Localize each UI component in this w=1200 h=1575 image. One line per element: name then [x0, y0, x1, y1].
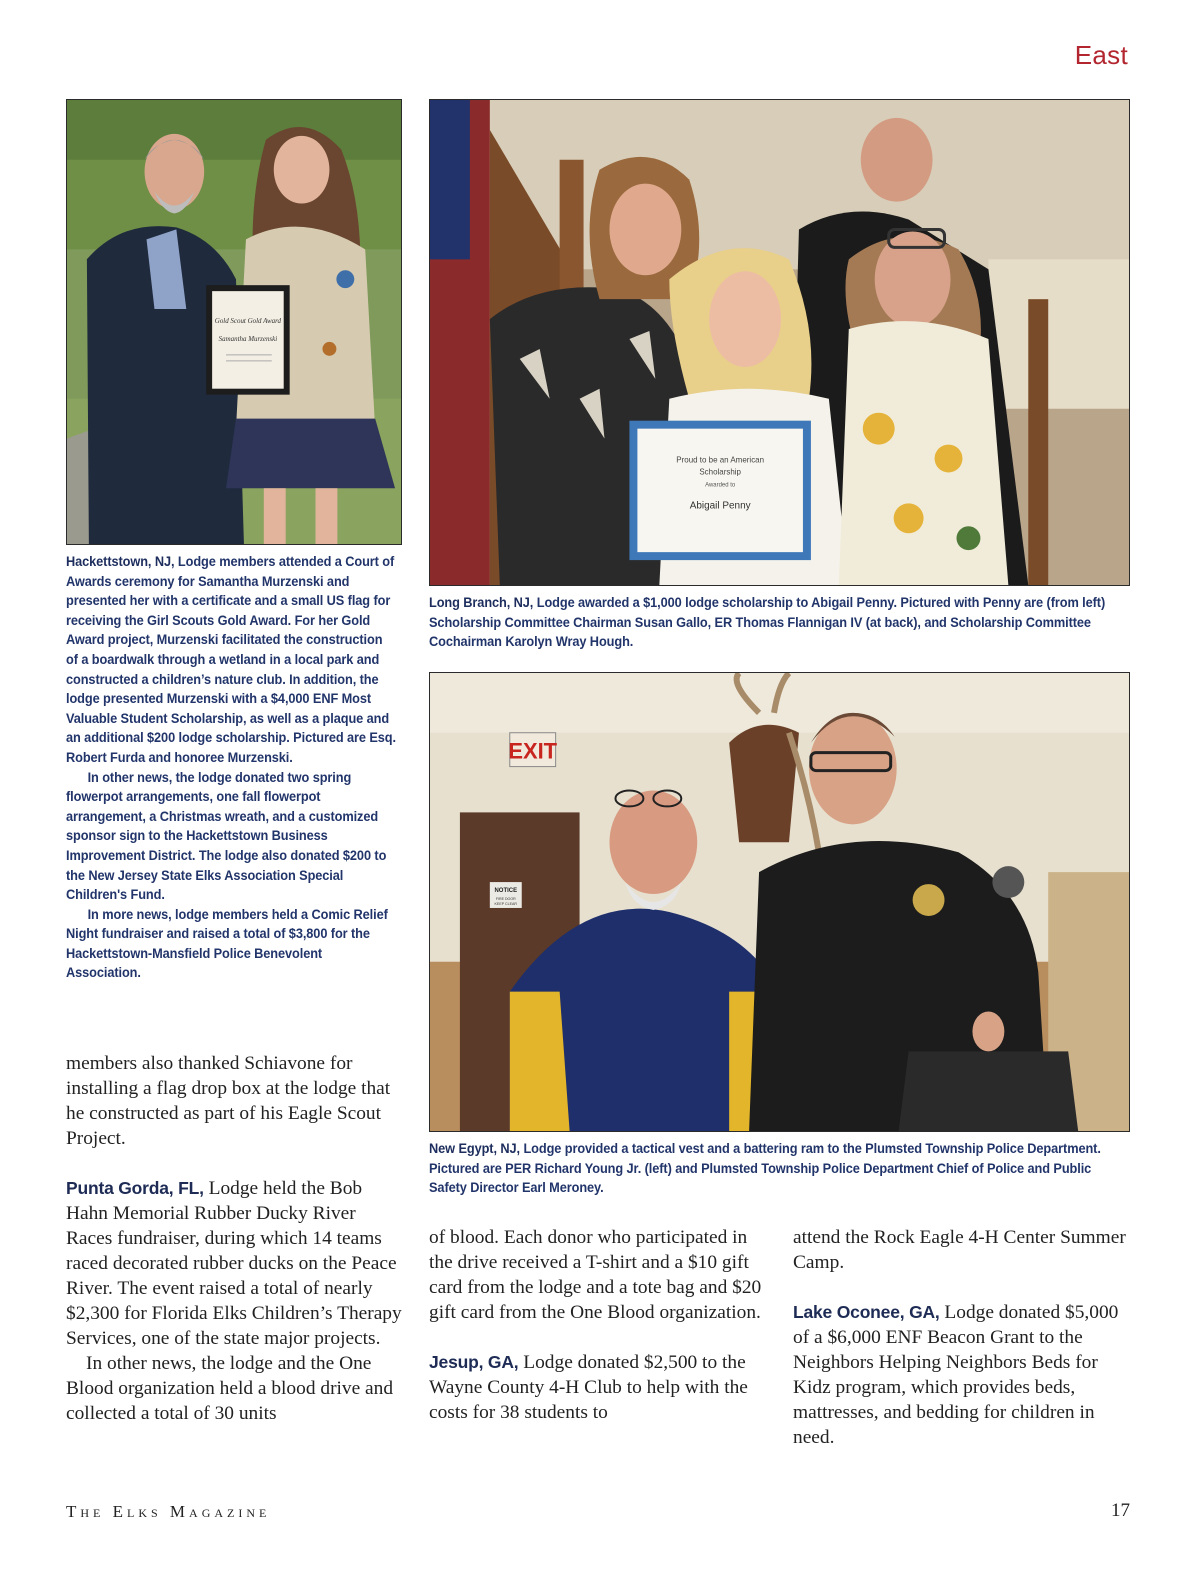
- caption-paragraph: In other news, the lodge donated two spring flowerpot arrangements, one fall flowerpot arrangement, a Christmas wreath, and a customized sponsor sign to the Hackettstown Business Improvement District. The lodge also donated $200 to the New Jersey State Elks Association Special Children's Fund.: [66, 769, 387, 904]
- photo-long-branch: [429, 99, 1130, 586]
- exit-sign: EXIT: [508, 738, 558, 764]
- body-paragraph: of blood. Each donor who participated in the drive received a T-shirt and a $10 gift card from the lodge and a tote bag and $20 gift card from the One Blood organization.: [429, 1227, 762, 1323]
- certificate-line3: Awarded to: [705, 482, 736, 489]
- caption-place: New Egypt, NJ,: [429, 1141, 520, 1157]
- body-text: Lodge donated $5,000 of a $6,000 ENF Beacon Grant to the Neighbors Helping Neighbors Beds for Kidz program, which provides beds, mattresses, and bedding for children in need.: [793, 1302, 1119, 1448]
- caption-text: Lodge provided a tactical vest and a battering ram to the Plumsted Township Police Department. Pictured are PER Richard Young Jr. (left) and Plumsted Township Police Department Chief of Police and Public Safety Director Earl Meroney.: [429, 1141, 1101, 1197]
- certificate-line2: Scholarship: [699, 467, 742, 477]
- page-number: 17: [1111, 1500, 1130, 1521]
- caption-place: Long Branch, NJ,: [429, 595, 534, 611]
- certificate-line1: Proud to be an American: [676, 455, 765, 465]
- body-column-2: [429, 1225, 771, 1425]
- caption-text: Lodge awarded a $1,000 lodge scholarship to Abigail Penny. Pictured with Penny are (from left) Scholarship Committee Chairman Susan Gallo, ER Thomas Flannigan IV (at back), and Scholarship Committee Cochairman Karolyn Wray Hough.: [429, 595, 1106, 651]
- certificate-heading: Gold Scout Gold Award: [214, 316, 282, 325]
- photo-new-egypt: [429, 672, 1130, 1132]
- body-paragraph: members also thanked Schiavone for installing a flag drop box at the lodge that he constructed as part of his Eagle Scout Project.: [66, 1053, 391, 1149]
- magazine-title: The Elks Magazine: [66, 1502, 271, 1521]
- body-column-3: [793, 1225, 1133, 1450]
- lodge-lead: Lake Oconee, GA,: [793, 1302, 940, 1322]
- photo-hackettstown: [66, 99, 402, 545]
- caption-hackettstown: [66, 553, 397, 984]
- notice-sub1: FIRE DOOR: [495, 897, 516, 902]
- certificate-name: Abigail Penny: [689, 500, 751, 512]
- body-paragraph: attend the Rock Eagle 4-H Center Summer Camp.: [793, 1227, 1126, 1273]
- section-label: East: [1074, 40, 1128, 70]
- body-paragraph: In other news, the lodge and the One Blood organization held a blood drive and collected a total of 30 units: [66, 1353, 394, 1424]
- body-text: Lodge donated $2,500 to the Wayne County 4-H Club to help with the costs for 38 students to: [429, 1352, 748, 1423]
- caption-place: Hackettstown, NJ,: [66, 554, 175, 570]
- notice-sub2: KEEP CLEAR: [494, 901, 518, 906]
- caption-paragraph: In more news, lodge members held a Comic Relief Night fundraiser and raised a total of $3,800 for the Hackettstown-Mansfield Police Benevolent Association.: [66, 906, 388, 982]
- caption-new-egypt: [429, 1140, 1129, 1199]
- lodge-lead: Punta Gorda, FL,: [66, 1178, 204, 1198]
- body-column-1: [66, 1051, 406, 1426]
- notice-sign: NOTICE: [494, 888, 518, 895]
- body-text: Lodge held the Bob Hahn Memorial Rubber Ducky River Races fundraiser, during which 14 teams raced decorated rubber ducks on the Peace River. The event raised a total of nearly $2,300 for Florida Elks Children’s Therapy Services, one of the state major projects.: [66, 1178, 402, 1349]
- caption-long-branch: [429, 594, 1129, 653]
- lodge-lead: Jesup, GA,: [429, 1352, 519, 1372]
- caption-text: Lodge members attended a Court of Awards ceremony for Samantha Murzenski and presented her with a certificate and a small US flag for receiving the Girl Scouts Gold Award. For her Gold Award project, Murzenski facilitated the construction of a boardwalk through a wetland in a local park and constructed a children’s nature club. In addition, the lodge presented Murzenski with a $4,000 ENF Most Valuable Student Scholarship, as well as a plaque and an additional $200 lodge scholarship. Pictured are Esq. Robert Furda and honoree Murzenski.: [66, 554, 396, 766]
- certificate-name: Samantha Murzenski: [218, 334, 278, 343]
